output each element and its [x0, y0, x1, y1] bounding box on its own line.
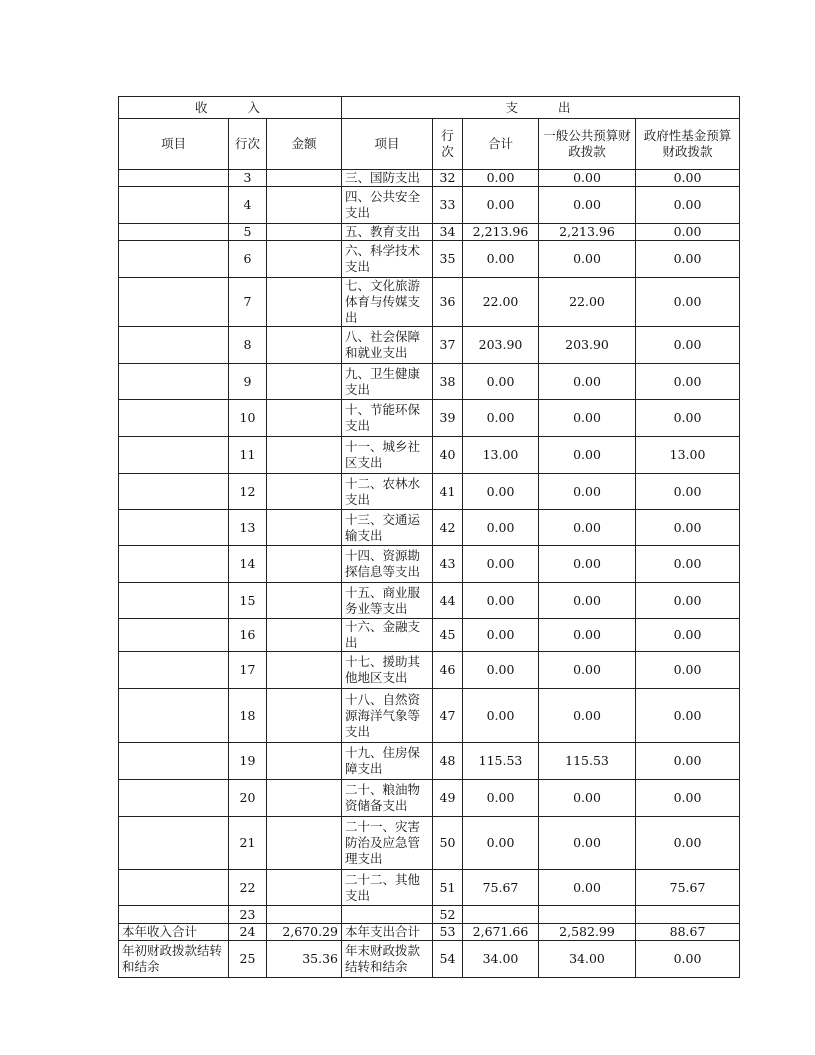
income-item-cell [119, 327, 229, 364]
table-row [119, 924, 740, 941]
table-row [119, 583, 740, 619]
income-amount-cell [267, 278, 342, 327]
income-amount-cell: 35.36 [267, 941, 342, 978]
income-amount-cell: 2,670.29 [267, 924, 342, 941]
income-item-cell [119, 817, 229, 870]
table-row [119, 941, 740, 978]
fund-budget-header: 政府性基金预算财政拨款 [636, 119, 740, 170]
income-row-no-cell: 16 [229, 619, 267, 652]
expense-item-cell: 十九、住房保障支出 [342, 743, 433, 780]
expense-item-cell: 二十、粮油物资储备支出 [342, 780, 433, 817]
expense-item-cell: 二十二、其他支出 [342, 870, 433, 906]
total-cell: 0.00 [463, 583, 539, 619]
general-budget-cell: 0.00 [539, 187, 636, 224]
table-row [119, 437, 740, 474]
income-amount-cell [267, 187, 342, 224]
general-budget-cell: 2,213.96 [539, 224, 636, 241]
expense-row-no-cell: 48 [433, 743, 463, 780]
income-row-no-cell: 23 [229, 906, 267, 924]
table-row [119, 817, 740, 870]
income-amount-cell [267, 583, 342, 619]
general-budget-cell: 0.00 [539, 437, 636, 474]
income-item-cell [119, 278, 229, 327]
income-row-no-cell: 18 [229, 689, 267, 743]
income-item-cell [119, 364, 229, 400]
expense-row-no-cell: 38 [433, 364, 463, 400]
income-amount-cell [267, 906, 342, 924]
fund-budget-cell: 0.00 [636, 364, 740, 400]
expense-row-no-cell: 46 [433, 652, 463, 689]
general-budget-cell: 0.00 [539, 510, 636, 546]
expense-item-cell: 十、节能环保支出 [342, 400, 433, 437]
income-row-no-cell: 3 [229, 170, 267, 187]
table-row [119, 743, 740, 780]
income-row-no-cell: 10 [229, 400, 267, 437]
fund-budget-cell: 0.00 [636, 278, 740, 327]
general-budget-cell: 2,582.99 [539, 924, 636, 941]
income-amount-cell [267, 241, 342, 278]
total-cell: 2,213.96 [463, 224, 539, 241]
fund-budget-cell [636, 906, 740, 924]
fund-budget-cell: 0.00 [636, 400, 740, 437]
income-item-header: 项目 [119, 119, 229, 170]
expense-item-cell: 五、教育支出 [342, 224, 433, 241]
general-budget-cell: 0.00 [539, 817, 636, 870]
income-amount-cell [267, 817, 342, 870]
expense-item-cell: 六、科学技术支出 [342, 241, 433, 278]
total-cell: 0.00 [463, 170, 539, 187]
total-cell: 2,671.66 [463, 924, 539, 941]
total-cell: 0.00 [463, 546, 539, 583]
income-row-no-cell: 6 [229, 241, 267, 278]
fund-budget-cell: 0.00 [636, 510, 740, 546]
general-budget-cell: 0.00 [539, 400, 636, 437]
general-budget-cell: 0.00 [539, 583, 636, 619]
income-amount-cell [267, 474, 342, 510]
fiscal-appropriation-table [118, 96, 740, 978]
expense-row-no-cell: 44 [433, 583, 463, 619]
fund-budget-cell: 0.00 [636, 546, 740, 583]
income-item-cell [119, 224, 229, 241]
expense-item-cell: 十三、交通运输支出 [342, 510, 433, 546]
expense-item-cell: 十四、资源勘探信息等支出 [342, 546, 433, 583]
income-item-cell [119, 619, 229, 652]
income-amount-cell [267, 689, 342, 743]
fund-budget-cell: 0.00 [636, 327, 740, 364]
column-header-row [119, 119, 740, 170]
total-cell: 0.00 [463, 510, 539, 546]
expense-item-cell [342, 906, 433, 924]
income-amount-cell [267, 546, 342, 583]
fund-budget-cell: 0.00 [636, 224, 740, 241]
income-item-cell [119, 743, 229, 780]
income-item-cell: 年初财政拨款结转和结余 [119, 941, 229, 978]
income-amount-cell [267, 400, 342, 437]
expense-row-no-cell: 42 [433, 510, 463, 546]
expense-item-cell: 十六、金融支出 [342, 619, 433, 652]
expense-row-no-cell: 53 [433, 924, 463, 941]
income-item-cell [119, 400, 229, 437]
table-row [119, 906, 740, 924]
income-row-no-cell: 12 [229, 474, 267, 510]
income-row-no-cell: 11 [229, 437, 267, 474]
income-row-no-cell: 13 [229, 510, 267, 546]
income-row-no-cell: 14 [229, 546, 267, 583]
total-cell [463, 906, 539, 924]
total-cell: 115.53 [463, 743, 539, 780]
expense-item-header: 项目 [342, 119, 433, 170]
income-amount-cell [267, 510, 342, 546]
expense-item-cell: 七、文化旅游体育与传媒支出 [342, 278, 433, 327]
total-cell: 34.00 [463, 941, 539, 978]
table-row [119, 870, 740, 906]
expense-row-no-cell: 49 [433, 780, 463, 817]
expense-item-cell: 十八、自然资源海洋气象等支出 [342, 689, 433, 743]
income-item-cell: 本年收入合计 [119, 924, 229, 941]
total-cell: 0.00 [463, 780, 539, 817]
income-item-cell [119, 906, 229, 924]
fund-budget-cell: 0.00 [636, 241, 740, 278]
fund-budget-cell: 0.00 [636, 652, 740, 689]
total-cell: 0.00 [463, 364, 539, 400]
expense-row-no-cell: 34 [433, 224, 463, 241]
income-item-cell [119, 187, 229, 224]
general-budget-cell: 0.00 [539, 870, 636, 906]
income-row-no-cell: 4 [229, 187, 267, 224]
income-item-cell [119, 437, 229, 474]
fund-budget-cell: 0.00 [636, 187, 740, 224]
table-row [119, 170, 740, 187]
general-budget-cell: 0.00 [539, 364, 636, 400]
general-budget-cell: 0.00 [539, 170, 636, 187]
table-row [119, 224, 740, 241]
expense-row-no-cell: 54 [433, 941, 463, 978]
expense-item-cell: 八、社会保障和就业支出 [342, 327, 433, 364]
fund-budget-cell: 0.00 [636, 170, 740, 187]
general-budget-cell: 0.00 [539, 619, 636, 652]
expense-row-no-cell: 32 [433, 170, 463, 187]
expense-item-cell: 九、卫生健康支出 [342, 364, 433, 400]
table-row [119, 510, 740, 546]
total-cell: 0.00 [463, 689, 539, 743]
total-header: 合计 [463, 119, 539, 170]
general-budget-cell: 0.00 [539, 546, 636, 583]
table-row [119, 241, 740, 278]
expense-row-no-cell: 40 [433, 437, 463, 474]
total-cell: 75.67 [463, 870, 539, 906]
expense-row-no-cell: 36 [433, 278, 463, 327]
general-budget-cell: 0.00 [539, 689, 636, 743]
income-row-no-cell: 5 [229, 224, 267, 241]
total-cell: 0.00 [463, 241, 539, 278]
expense-row-no-cell: 50 [433, 817, 463, 870]
general-budget-cell: 115.53 [539, 743, 636, 780]
table-row [119, 652, 740, 689]
income-item-cell [119, 780, 229, 817]
income-amount-cell [267, 652, 342, 689]
income-row-no-cell: 24 [229, 924, 267, 941]
income-amount-cell [267, 619, 342, 652]
income-amount-cell [267, 327, 342, 364]
table-row [119, 364, 740, 400]
fund-budget-cell: 0.00 [636, 780, 740, 817]
income-item-cell [119, 474, 229, 510]
expense-item-cell: 四、公共安全支出 [342, 187, 433, 224]
total-cell: 0.00 [463, 652, 539, 689]
total-cell: 13.00 [463, 437, 539, 474]
income-row-no-cell: 19 [229, 743, 267, 780]
income-row-no-cell: 17 [229, 652, 267, 689]
fund-budget-cell: 0.00 [636, 743, 740, 780]
expense-row-no-cell: 37 [433, 327, 463, 364]
total-cell: 203.90 [463, 327, 539, 364]
fund-budget-cell: 0.00 [636, 817, 740, 870]
general-budget-cell: 203.90 [539, 327, 636, 364]
expense-item-cell: 本年支出合计 [342, 924, 433, 941]
table-row [119, 327, 740, 364]
income-section-header: 收 入 [119, 97, 342, 119]
expense-row-no-cell: 35 [433, 241, 463, 278]
total-cell: 22.00 [463, 278, 539, 327]
income-amount-cell [267, 437, 342, 474]
table-row [119, 689, 740, 743]
expense-section-header: 支 出 [342, 97, 740, 119]
table-row [119, 546, 740, 583]
income-amount-cell [267, 870, 342, 906]
expense-item-cell: 十二、农林水支出 [342, 474, 433, 510]
income-row-no-cell: 15 [229, 583, 267, 619]
expense-row-no-cell: 33 [433, 187, 463, 224]
income-item-cell [119, 510, 229, 546]
income-row-no-cell: 7 [229, 278, 267, 327]
income-item-cell [119, 241, 229, 278]
expense-row-no-cell: 45 [433, 619, 463, 652]
fund-budget-cell: 0.00 [636, 941, 740, 978]
general-budget-cell: 34.00 [539, 941, 636, 978]
income-item-cell [119, 652, 229, 689]
expense-item-cell: 十七、援助其他地区支出 [342, 652, 433, 689]
expense-row-no-cell: 39 [433, 400, 463, 437]
table-row [119, 400, 740, 437]
income-item-cell [119, 546, 229, 583]
fund-budget-cell: 75.67 [636, 870, 740, 906]
total-cell: 0.00 [463, 187, 539, 224]
income-row-no-cell: 20 [229, 780, 267, 817]
income-amount-header: 金额 [267, 119, 342, 170]
expense-row-no-cell: 51 [433, 870, 463, 906]
expense-item-cell: 年末财政拨款结转和结余 [342, 941, 433, 978]
general-budget-header: 一般公共预算财政拨款 [539, 119, 636, 170]
income-item-cell [119, 870, 229, 906]
expense-item-cell: 二十一、灾害防治及应急管理支出 [342, 817, 433, 870]
income-row-no-cell: 9 [229, 364, 267, 400]
expense-row-no-cell: 52 [433, 906, 463, 924]
fund-budget-cell: 0.00 [636, 583, 740, 619]
expense-item-cell: 三、国防支出 [342, 170, 433, 187]
section-header-row [119, 97, 740, 119]
fund-budget-cell: 0.00 [636, 474, 740, 510]
income-row-no-cell: 25 [229, 941, 267, 978]
income-amount-cell [267, 364, 342, 400]
total-cell: 0.00 [463, 400, 539, 437]
income-row-no-cell: 8 [229, 327, 267, 364]
income-item-cell [119, 583, 229, 619]
income-amount-cell [267, 170, 342, 187]
income-row-no-cell: 21 [229, 817, 267, 870]
income-amount-cell [267, 743, 342, 780]
income-row-no-header: 行次 [229, 119, 267, 170]
general-budget-cell: 0.00 [539, 474, 636, 510]
expense-row-no-cell: 43 [433, 546, 463, 583]
income-amount-cell [267, 780, 342, 817]
fund-budget-cell: 88.67 [636, 924, 740, 941]
expense-item-cell: 十五、商业服务业等支出 [342, 583, 433, 619]
table-row [119, 619, 740, 652]
table-row [119, 474, 740, 510]
expense-row-no-cell: 41 [433, 474, 463, 510]
total-cell: 0.00 [463, 817, 539, 870]
income-item-cell [119, 689, 229, 743]
expense-item-cell: 十一、城乡社区支出 [342, 437, 433, 474]
table-row [119, 278, 740, 327]
total-cell: 0.00 [463, 619, 539, 652]
general-budget-cell: 22.00 [539, 278, 636, 327]
general-budget-cell: 0.00 [539, 652, 636, 689]
fund-budget-cell: 13.00 [636, 437, 740, 474]
expense-row-no-cell: 47 [433, 689, 463, 743]
income-row-no-cell: 22 [229, 870, 267, 906]
general-budget-cell [539, 906, 636, 924]
fund-budget-cell: 0.00 [636, 619, 740, 652]
total-cell: 0.00 [463, 474, 539, 510]
general-budget-cell: 0.00 [539, 780, 636, 817]
expense-row-no-header: 行次 [433, 119, 463, 170]
table-row [119, 780, 740, 817]
fund-budget-cell: 0.00 [636, 689, 740, 743]
table-row [119, 187, 740, 224]
general-budget-cell: 0.00 [539, 241, 636, 278]
income-item-cell [119, 170, 229, 187]
income-amount-cell [267, 224, 342, 241]
